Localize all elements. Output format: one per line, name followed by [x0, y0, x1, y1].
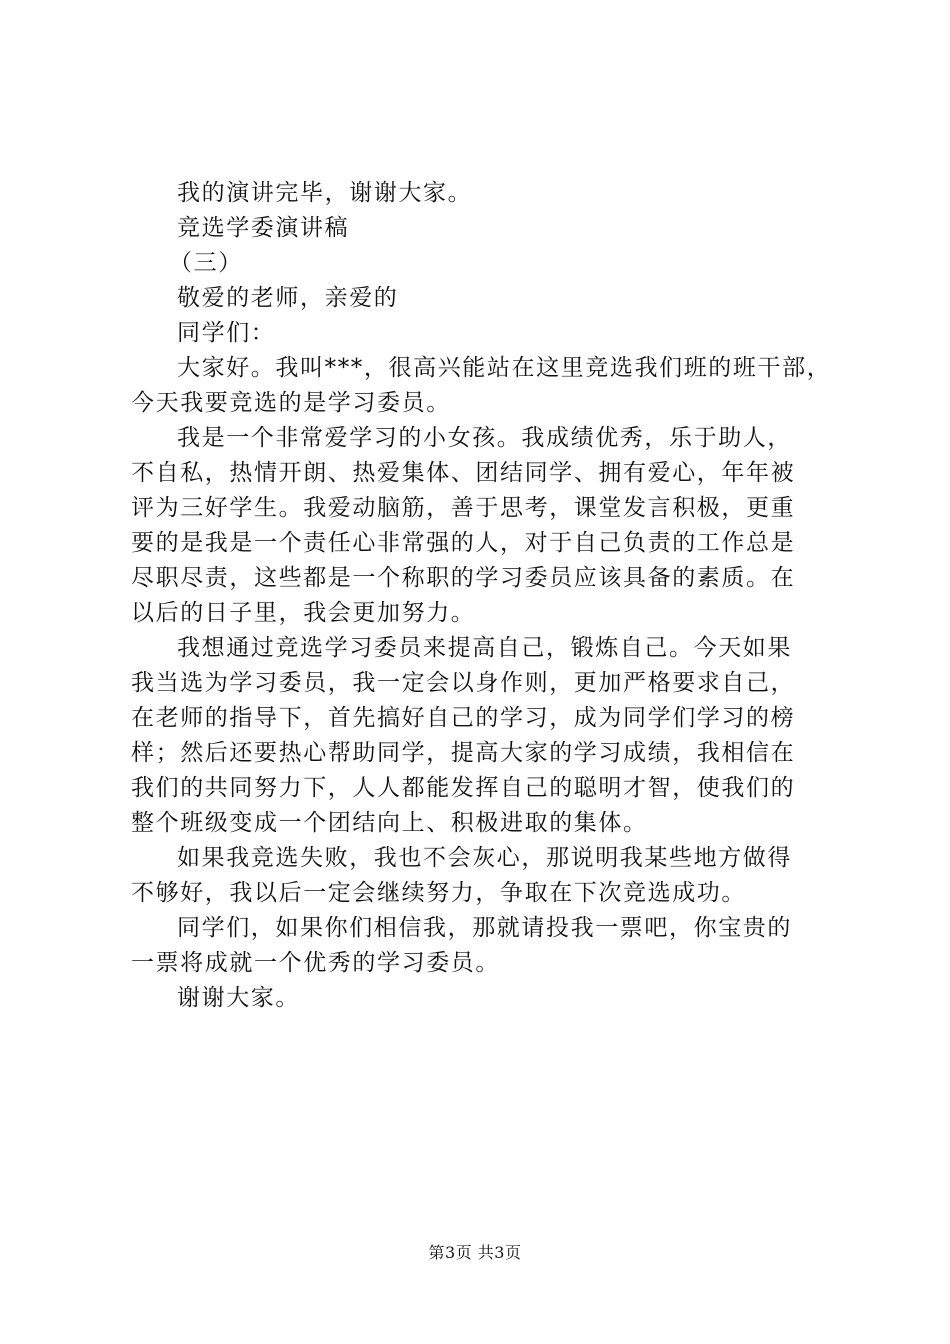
document-body [131, 176, 851, 1016]
closing-line: 我的演讲完毕，谢谢大家。 [177, 180, 473, 206]
paragraph-line: 今天我要竞选的是学习委员。 [131, 390, 451, 416]
section-number: （三） [169, 250, 243, 276]
paragraph-line: 样；然后还要热心帮助同学，提高大家的学习成绩，我相信在 [131, 740, 796, 766]
paragraph-line: 我想通过竞选学习委员来提高自己，锻炼自己。今天如果 [177, 635, 792, 661]
closing-line: 谢谢大家。 [177, 985, 300, 1011]
paragraph-line: 整个班级变成一个团结向上、积极进取的集体。 [131, 810, 648, 836]
paragraph-line: 要的是我是一个责任心非常强的人，对于自己负责的工作总是 [131, 530, 796, 556]
paragraph-line: 我是一个非常爱学习的小女孩。我成绩优秀，乐于助人， [177, 425, 792, 451]
paragraph-line: 尽职尽责，这些都是一个称职的学习委员应该具备的素质。在 [131, 565, 796, 591]
paragraph-line: 如果我竞选失败，我也不会灰心，那说明我某些地方做得 [177, 845, 792, 871]
paragraph-line: 不自私，热情开朗、热爱集体、团结同学、拥有爱心，年年被 [131, 460, 796, 486]
paragraph-line: 大家好。我叫***，很高兴能站在这里竞选我们班的班干部， [177, 355, 832, 381]
page-footer: 第3页 共3页 [428, 1243, 522, 1262]
salutation-line: 敬爱的老师，亲爱的 [177, 285, 399, 311]
paragraph-line: 同学们，如果你们相信我，那就请投我一票吧，你宝贵的 [177, 915, 792, 941]
salutation-line: 同学们： [177, 320, 276, 346]
paragraph-line: 评为三好学生。我爱动脑筋，善于思考，课堂发言积极，更重 [131, 495, 796, 521]
paragraph-line: 我当选为学习委员，我一定会以身作则，更加严格要求自己， [131, 670, 796, 696]
paragraph-line: 我们的共同努力下，人人都能发挥自己的聪明才智，使我们的 [131, 775, 796, 801]
section-title: 竞选学委演讲稿 [177, 215, 350, 241]
paragraph-line: 在老师的指导下，首先搞好自己的学习，成为同学们学习的榜 [131, 705, 796, 731]
paragraph-line: 以后的日子里，我会更加努力。 [131, 600, 476, 626]
paragraph-line: 不够好，我以后一定会继续努力，争取在下次竞选成功。 [131, 880, 746, 906]
paragraph-line: 一票将成就一个优秀的学习委员。 [131, 950, 500, 976]
